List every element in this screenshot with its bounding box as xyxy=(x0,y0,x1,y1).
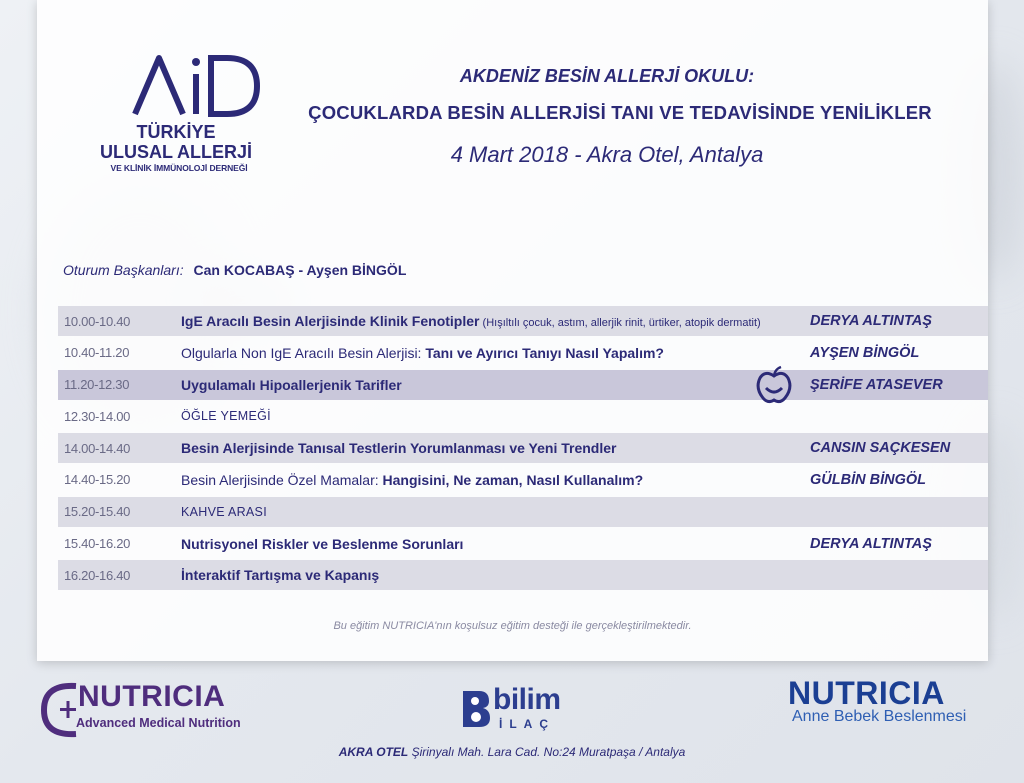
sponsorship-note: Bu eğitim NUTRICIA'nın koşulsuz eğitim desteği ile gerçekleştirilmektedir. xyxy=(333,620,692,632)
session-time: 14.00-14.40 xyxy=(64,440,131,456)
session-topic-plain: Olgularla Non IgE Aracılı Besin Alerjisi: xyxy=(181,344,426,361)
schedule-row xyxy=(58,497,988,527)
session-topic-bold: Hangisini, Ne zaman, Nasıl Kullanalım? xyxy=(382,471,644,488)
session-topic-plain: Besin Alerjisinde Özel Mamalar: xyxy=(181,471,383,488)
aid-logo-line1: TÜRKİYE xyxy=(136,122,216,142)
aid-logo-line2: ULUSAL ALLERJİ xyxy=(99,142,252,162)
schedule-row xyxy=(58,433,988,463)
session-time: 11.20-12.30 xyxy=(64,377,130,393)
venue-street: Şirinyalı Mah. Lara Cad. No:24 Muratpaşa / Antalya xyxy=(408,745,686,759)
session-topic-bold: Tanı ve Ayırıcı Tanıyı Nasıl Yapalım? xyxy=(425,344,664,361)
session-topic-note: (Hışıltılı çocuk, astım, allerjik rinit, ürtiker, atopik dermatit) xyxy=(479,317,761,329)
event-date-location: 4 Mart 2018 - Akra Otel, Antalya xyxy=(450,142,764,167)
bilim-word: bilim xyxy=(493,683,561,716)
schedule-row xyxy=(58,370,988,400)
session-topic-bold: Uygulamalı Hipoallerjenik Tarifler xyxy=(181,376,402,393)
schedule-row xyxy=(58,529,988,559)
session-topic-plain: ÖĞLE YEMEĞİ xyxy=(181,409,271,424)
session-topic xyxy=(181,345,664,361)
session-topic-bold: İnteraktif Tartışma ve Kapanış xyxy=(181,567,380,584)
session-topic xyxy=(181,313,761,329)
schedule-row xyxy=(58,401,988,431)
schedule-row xyxy=(58,465,988,495)
bilim-ilac-logo xyxy=(455,683,575,735)
nutricia-amn-logo xyxy=(38,680,241,740)
session-time: 15.40-16.20 xyxy=(64,536,131,552)
session-speaker: CANSIN SAÇKESEN xyxy=(810,440,951,457)
session-topic xyxy=(181,409,271,423)
event-subtitle: ÇOCUKLARDA BESİN ALLERJİSİ TANI VE TEDAVİSİNDE YENİLİKLER xyxy=(308,102,932,123)
nutricia-abb-tagline: Anne Bebek Beslenmesi xyxy=(792,708,967,725)
event-title: AKDENİZ BESİN ALLERJİ OKULU: xyxy=(459,66,755,86)
session-chairs-names: Can KOCABAŞ - Ayşen BİNGÖL xyxy=(193,262,407,278)
bilim-logo-mark xyxy=(457,685,493,731)
session-time: 16.20-16.40 xyxy=(64,567,131,583)
session-topic xyxy=(181,536,463,552)
program-card xyxy=(37,0,988,661)
session-time: 12.30-14.00 xyxy=(64,408,131,424)
session-topic xyxy=(181,472,643,488)
session-topic-plain: KAHVE ARASI xyxy=(181,504,267,519)
session-topic-bold: IgE Aracılı Besin Alerjisinde Klinik Fenotipler xyxy=(181,313,480,329)
session-topic xyxy=(181,440,616,456)
session-time: 10.40-11.20 xyxy=(64,345,130,361)
nutricia-abb-logo xyxy=(788,676,998,726)
session-speaker: DERYA ALTINTAŞ xyxy=(810,535,932,552)
session-time: 10.00-10.40 xyxy=(64,313,131,329)
session-topic xyxy=(181,377,402,393)
session-topic-bold: Nutrisyonel Riskler ve Beslenme Sorunları xyxy=(181,535,464,552)
session-time: 15.20-15.40 xyxy=(64,504,131,520)
session-chairs-label: Oturum Başkanları: xyxy=(63,262,184,278)
venue-address xyxy=(0,745,1024,759)
session-topic xyxy=(181,567,379,583)
aid-logo-line3: VE KLİNİK İMMÜNOLOJİ DERNEĞİ xyxy=(110,163,248,173)
session-speaker: ŞERİFE ATASEVER xyxy=(810,376,943,393)
nutricia-abb-name: NUTRICIA xyxy=(788,675,945,711)
schedule-row xyxy=(58,560,988,590)
session-speaker: AYŞEN BİNGÖL xyxy=(810,344,920,361)
session-time: 14.40-15.20 xyxy=(64,472,131,488)
apple-icon xyxy=(753,364,795,406)
bilim-ilac-word: İLAÇ xyxy=(499,717,555,731)
schedule-row xyxy=(58,338,988,368)
session-speaker: DERYA ALTINTAŞ xyxy=(810,313,932,329)
nutricia-amn-tagline: Advanced Medical Nutrition xyxy=(76,716,241,730)
session-speaker: GÜLBİN BİNGÖL xyxy=(810,471,926,488)
session-topic-bold: Besin Alerjisinde Tanısal Testlerin Yorumlanması ve Yeni Trendler xyxy=(181,440,617,457)
session-topic xyxy=(181,505,267,519)
session-chairs xyxy=(63,262,406,278)
schedule-table xyxy=(58,306,988,592)
venue-name: AKRA OTEL xyxy=(338,745,409,759)
nutricia-amn-name: NUTRICIA xyxy=(78,680,226,713)
schedule-row xyxy=(58,306,988,336)
